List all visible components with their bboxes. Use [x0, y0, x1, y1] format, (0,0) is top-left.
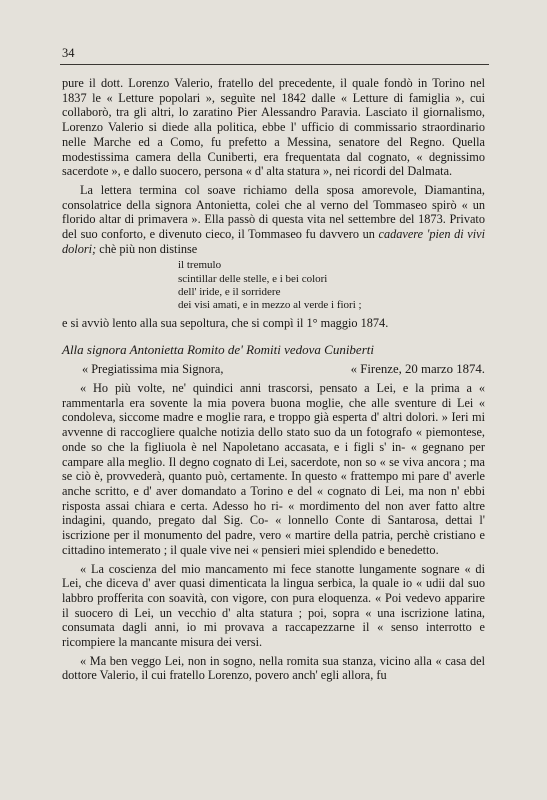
paragraph-lettera-text: La lettera termina col soave richiamo della sposa amorevole, Diamantina, consolatrice della signora Antonietta, colei che al verno del Tommaseo spirò « un florido altar di primavera ». Ella passò di questa vita nel settembre del 1873. Privato del suo conforto, e divenuto cieco, il Tommaseo fu davvero un [62, 182, 485, 242]
verse-line: dei visi amati, e in mezzo al verde i fiori ; [178, 299, 362, 312]
body-text [62, 76, 485, 683]
paragraph-lettera-tail: chè più non distinse [96, 241, 198, 256]
letter-paragraph: « La coscienza del mio mancamento mi fece stanotte lungamente sognare « di Lei, che diceva d' aver quasi dimenticata la lingua serbica, la quale io « udii dal suo labbro profferita con soavità, con vigore, con pura eloquenza. « Poi vedevo apparire il suocero di Lei, un vecchio d' alta statura ; poi, sopra « una iscrizione latina, consumata dagli anni, io mi provava a raccapezzarne il « senso interrotto e ricompiere la mancante misura dei versi. [62, 561, 485, 650]
header-rule [60, 64, 489, 65]
verse-line: scintillar delle stelle, e i bei colori [178, 272, 328, 285]
paragraph-after-verse: e si avviò lento alla sua sepoltura, che si compì il 1° maggio 1874. [62, 316, 389, 331]
letter-paragraph: « Ho più volte, ne' quindici anni trascorsi, pensato a Lei, e la prima a « rammentarla era sovente la mia povera buona moglie, che alle sventure di Lei « condoleva, siccome madre e moglie rara, e troppo già esperta d' altri dolori. » Ieri mi avvenne di raccogliere qualche notizia dello stato suo da un fotografo « piemontese, onde so che la figliuola è nel Napoletano accasata, e i figli s' in- « gegnano per campare alla meglio. Il degno cognato di Lei, sacerdote, non so « se viva ancora ; ma se ciò è, provvederà, quanto può, certamente. In questo « frattempo mi pare d' averle anche scritto, e d' aver domandato a Torino e del « cognato di Lei, ma non n' ebbi risposta assai chiara e certa. Adesso ho ri- « mordimento del non aver fatto altre indagini, quando, pregato dal Sig. Co- « lonnello Conte di Santarosa, dettai l' iscrizione per il monumento del padre, vero « martire della patria, perchè cristiano e cittadino intemerato ; il quale vive nei « pensieri miei splendido e benedetto. [62, 381, 485, 557]
paragraph-lettera [62, 183, 485, 257]
letter-heading: Alla signora Antonietta Romito de' Romiti vedova Cuniberti [62, 341, 374, 357]
verse-line: dell' iride, e il sorridere [178, 285, 281, 298]
page-number: 34 [62, 46, 75, 60]
verse-quotation [178, 259, 485, 312]
letter-paragraph: « Ma ben veggo Lei, non in sogno, nella romita sua stanza, vicino alla « casa del dottore Valerio, il cui fratello Lorenzo, povero anch' egli allora, fu [62, 653, 485, 683]
letter-dateline: « Firenze, 20 marzo 1874. [350, 361, 485, 376]
paragraph-lettera-italic: cadavere 'pien di vivi dolori; [62, 227, 486, 256]
paragraph-intro: pure il dott. Lorenzo Valerio, fratello del precedente, il quale fondò in Torino nel 1837 le « Letture popolari », seguìte nel 1842 dalle « Letture di famiglia », cui collaborò, tra gli altri, lo zaratino Pier Alessandro Paravia. Lasciato il giornalismo, Lorenzo Valerio si diede alla politica, ebbe l' ufficio di commissario straordinario nelle Marche ed a Como, fu prefetto a Messina, senatore del Regno. Quella modestissima camera della Cuniberti, era frequentata dal cognato, « degnissimo sacerdote », e dallo suocero, persona « d' alta statura », nei ricordi del Dalmata. [62, 76, 485, 179]
letter-salutation: « Pregiatissima mia Signora, [82, 362, 224, 377]
verse-line: il tremulo [178, 259, 222, 272]
